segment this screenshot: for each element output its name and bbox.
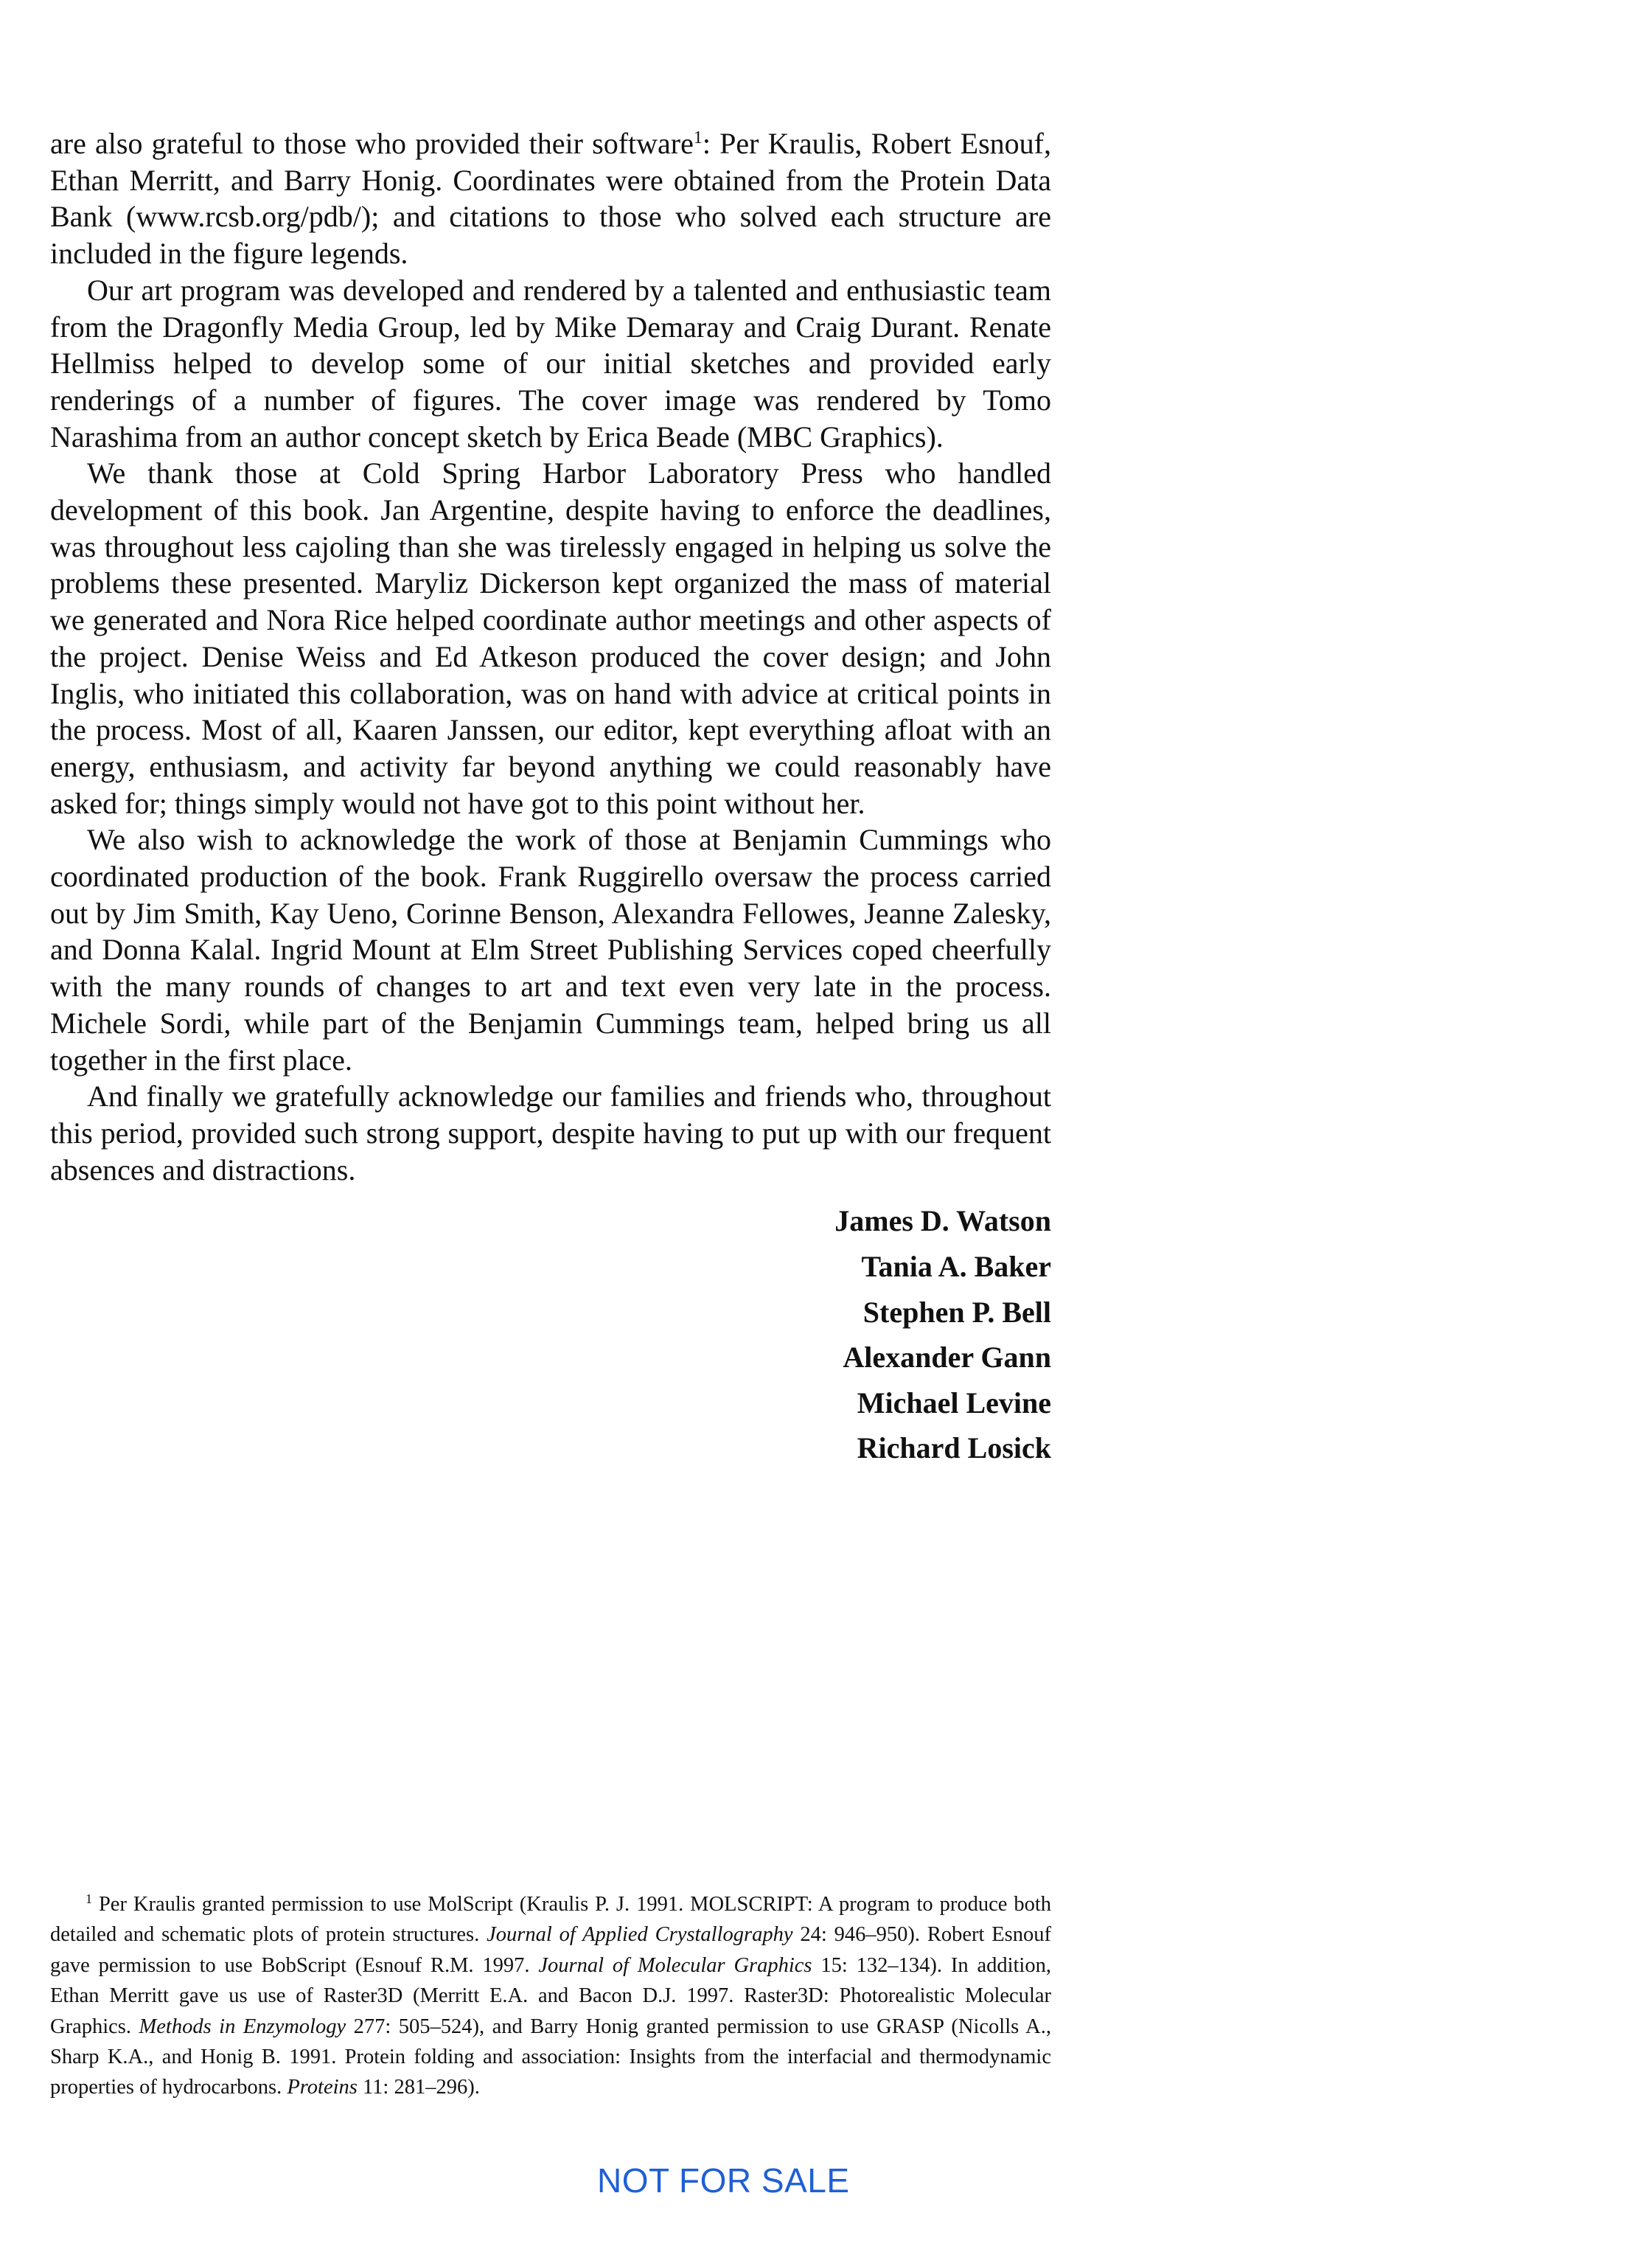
footnote-text: Per Kraulis granted permission to use MolScript (Kraulis P. J. 1991. MOLSCRIPT: A program to produce both detailed and schematic plots of protein structures. [50,1893,1051,1947]
footnote-text: 11: 281–296). [357,2076,480,2099]
author-name: Stephen P. Bell [862,1295,1051,1329]
footnote-marker: 1 [693,128,703,147]
footnote-text: 15: 132–134). In addition, Ethan Merritt gave us use of Raster3D (Merritt E.A. and Bacon D.J. 1997. Raster3D: Photorealistic Molecular Graphics. [50,1953,1051,2038]
journal-title: Journal of Applied Crystallography [487,1923,793,1947]
paragraph-software-credits [50,125,1051,272]
acknowledgments-body [50,125,1051,1471]
journal-title: Methods in Enzymology [139,2015,346,2038]
footnote-marker: 1 [86,1891,92,1906]
author-signatures [50,1198,1051,1471]
paragraph-text: are also grateful to those who provided their software [50,127,694,160]
paragraph-cshl-press: We thank those at Cold Spring Harbor Laboratory Press who handled development of this book. Jan Argentine, despite having to enforce the deadlines, was throughout less cajoling than she was tirelessly engaged in helping us solve the problems these presented. Maryliz Dickerson kept organized the mass of material we generated and Nora Rice helped coordinate author meetings and other aspects of the project. Denise Weiss and Ed Atkeson produced the cover design; and John Inglis, who initiated this collaboration, was on hand with advice at critical points in the process. Most of all, Kaaren Janssen, our editor, kept everything afloat with an energy, enthusiasm, and activity far beyond anything we could reasonably have asked for; things simply would not have got to this point without her. [50,456,1051,820]
author-name: James D. Watson [834,1204,1051,1238]
paragraph-art-program: Our art program was developed and rendered by a talented and enthusiastic team from the Dragonfly Media Group, led by Mike Demaray and Craig Durant. Renate Hellmiss helped to develop some of our initial sketches and provided early renderings of a number of figures. The cover image was rendered by Tomo Narashima from an author concept sketch by Erica Beade (MBC Graphics). [50,273,1051,453]
author-name: Michael Levine [857,1386,1051,1419]
journal-title: Journal of Molecular Graphics [538,1953,812,1977]
footnote [50,1889,1051,2103]
paragraph-benjamin-cummings: We also wish to acknowledge the work of those at Benjamin Cummings who coordinated production of the book. Frank Ruggirello oversaw the process carried out by Jim Smith, Kay Ueno, Corinne Benson, Alexandra Fellowes, Jeanne Zalesky, and Donna Kalal. Ingrid Mount at Elm Street Publishing Services coped cheerfully with the many rounds of changes to art and text even very late in the process. Michele Sordi, while part of the Benjamin Cummings team, helped bring us all together in the first place. [50,823,1051,1077]
not-for-sale-watermark: NOT FOR SALE [597,2161,850,2200]
paragraph-families: And finally we gratefully acknowledge our families and friends who, throughout this period, provided such strong support, despite having to put up with our frequent absences and distractions. [50,1080,1051,1186]
paragraph-text: : Per Kraulis, Robert Esnouf, Ethan Merritt, and Barry Honig. Coordinates were obtained from the Protein Data Bank (www.rcsb.org/pdb/); and citations to those who solved each structure are included in the figure legends. [50,127,1051,271]
author-name: Tania A. Baker [861,1249,1051,1283]
author-name: Richard Losick [857,1431,1051,1465]
journal-title: Proteins [287,2076,358,2099]
footnote-text: 24: 946–950). Robert Esnouf gave permission to use BobScript (Esnouf R.M. 1997. [50,1923,1052,1977]
author-name: Alexander Gann [843,1341,1051,1375]
footnote-text: 277: 505–524), and Barry Honig granted permission to use GRASP (Nicolls A., Sharp K.A., and Honig B. 1991. Protein folding and association: Insights from the interfacial and thermodynamic properties of hydrocarbons. [50,2015,1051,2099]
